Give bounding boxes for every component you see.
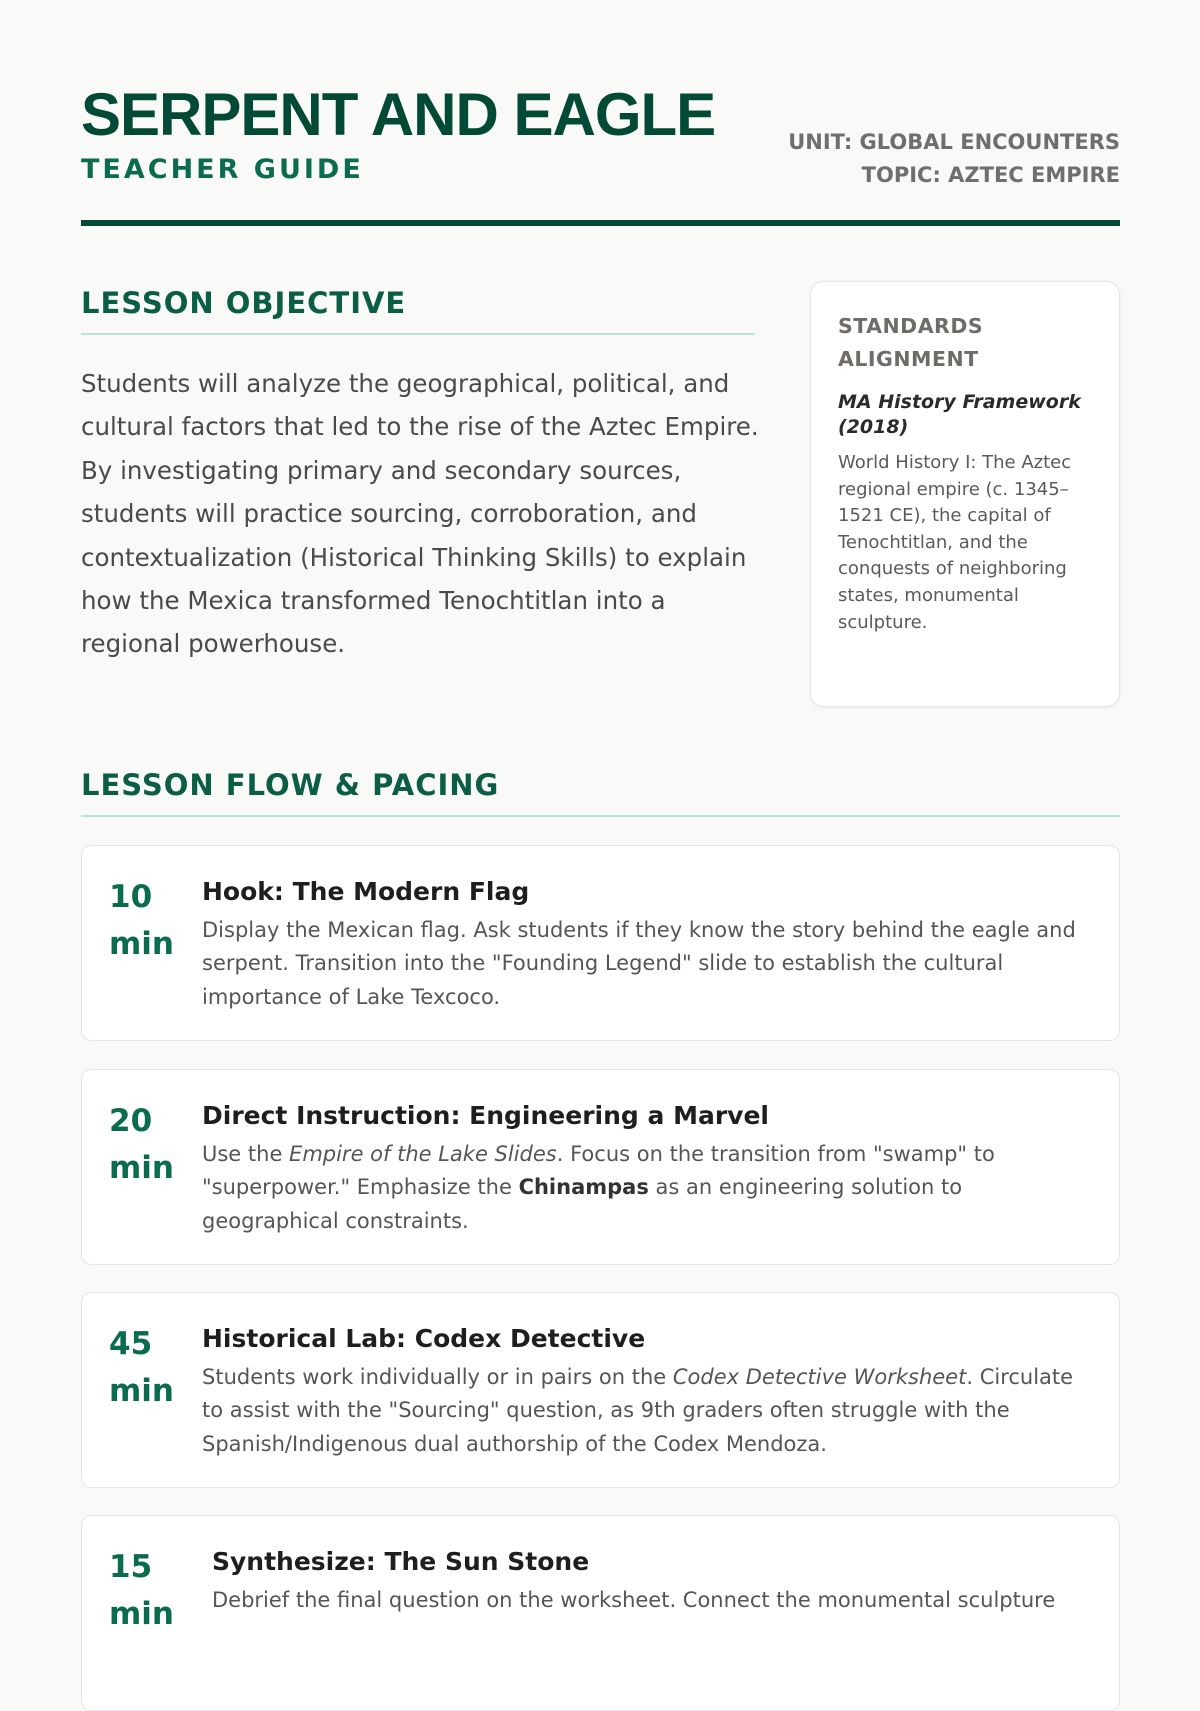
flow-time-number: 15 [109,1549,153,1585]
flow-desc-text: Use the [202,1142,290,1166]
topic-label: TOPIC: AZTEC EMPIRE [861,163,1120,187]
unit-topic-meta [788,126,1120,192]
flow-time [109,874,189,968]
flow-item-synthesize [81,1515,1120,1711]
flow-divider [81,815,1120,817]
guide-title: SERPENT AND EAGLE [81,81,716,148]
chinampas-term: Chinampas [518,1175,649,1200]
flow-desc-text: . Focus on the transition from "swamp" to "superpower." Emphasize the [202,1142,995,1200]
flow-desc-text: . Circulate to assist with the "Sourcing" question, as 9th graders often struggle with the Spanish/Indigenous dual authorship of the Codex Mendoza. [202,1365,1074,1456]
flow-description [202,1138,1092,1238]
objective-text: Students will analyze the geographical, political, and cultural factors that led to the rise of the Aztec Empire. By investigating primary and secondary sources, students will practice sourcing, corroboration, and contextualization (Historical Thinking Skills) to explain how the Mexica transformed Tenochtitlan into a regional powerhouse. [81,369,759,659]
objective-heading: LESSON OBJECTIVE [81,286,407,320]
unit-label: UNIT: GLOBAL ENCOUNTERS [788,130,1120,154]
flow-desc-text: as an engineering solution to geographical constraints. [202,1175,963,1233]
guide-header [81,82,1120,228]
flow-item-direct-instruction [81,1069,1120,1265]
flow-heading: LESSON FLOW & PACING [81,768,500,802]
header-divider [81,220,1120,226]
flow-time-number: 45 [109,1326,153,1362]
flow-time [109,1544,189,1638]
flow-description [202,1361,1092,1461]
flow-time-unit: min [109,926,174,962]
flow-item-historical-lab [81,1292,1120,1488]
flow-time [109,1321,189,1415]
flow-time [109,1098,189,1192]
standards-card [810,281,1120,707]
standards-heading: STANDARDS ALIGNMENT [838,314,984,371]
flow-time-number: 10 [109,879,153,915]
flow-body [202,1323,1092,1461]
guide-subtitle: TEACHER GUIDE [81,154,364,185]
flow-body [202,1100,1092,1238]
flow-description: Display the Mexican flag. Ask students if they know the story behind the eagle and serpent. Transition into the "Founding Legend" slide to establish the cultural importance of Lake Texcoco. [202,918,1076,1009]
flow-item-hook [81,845,1120,1041]
flow-description: Debrief the final question on the worksheet. Connect the monumental sculpture [212,1588,1056,1612]
flow-time-number: 20 [109,1103,153,1139]
flow-time-unit: min [109,1596,174,1632]
objective-divider [81,333,755,335]
slides-resource-title: Empire of the Lake Slides [289,1142,557,1166]
flow-title: Direct Instruction: Engineering a Marvel [202,1101,769,1130]
flow-time-unit: min [109,1373,174,1409]
flow-time-unit: min [109,1150,174,1186]
flow-desc-text: Students work individually or in pairs on the [202,1365,673,1389]
flow-title: Synthesize: The Sun Stone [212,1547,590,1576]
standards-description: World History I: The Aztec regional empire (c. 1345–1521 CE), the capital of Tenochtitlan, and the conquests of neighboring states, monumental sculpture. [838,452,1072,633]
flow-body [202,876,1092,1014]
flow-body [212,1546,1102,1617]
worksheet-resource-title: Codex Detective Worksheet [672,1365,967,1389]
flow-title: Hook: The Modern Flag [202,877,530,906]
flow-title: Historical Lab: Codex Detective [202,1324,646,1353]
standards-framework: MA History Framework (2018) [838,391,1081,438]
